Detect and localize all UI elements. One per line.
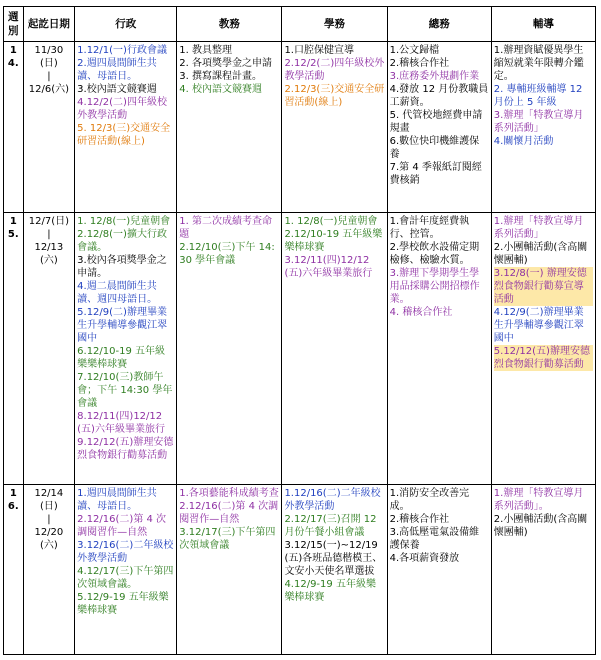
- education-cell: [177, 213, 282, 485]
- general-item: 1.消防安全改善完成。: [389, 488, 470, 512]
- general-item: 5. 代管校地經費申請規畫: [389, 110, 483, 134]
- student-item: 2.12/3(三)交通安全研習活動(線上): [284, 84, 385, 108]
- admin-cell: [75, 485, 177, 655]
- admin-item: 4.週二晨間師生共讀、週四母語日。: [77, 281, 158, 305]
- general-item: 2.學校飲水設備定期檢修、檢驗水質。: [389, 242, 480, 266]
- general-item: 2.稽核合作社: [389, 58, 450, 69]
- general-item: 4. 稽核合作社: [389, 307, 453, 318]
- date-end: 12/6(六): [28, 84, 69, 95]
- general-item: 1.公文歸檔: [389, 45, 440, 56]
- counseling-item: 3.辦理「特教宣導月系列活動」: [493, 110, 584, 134]
- counseling-item: 5.12/12(五)辦理安德烈食物銀行勸募活動: [494, 345, 593, 371]
- admin-item: 3.12/16(二)二年級校外教學活動: [77, 540, 174, 564]
- admin-item: 9.12/12(五)辦理安德烈食物銀行勸募活動: [77, 437, 174, 461]
- counseling-item: 1.辦理「特教宣導月系列活動」: [493, 216, 584, 240]
- admin-item: 5.12/9-19 五年級樂樂棒球賽: [77, 592, 169, 616]
- student-item: 2.12/2(二)四年級校外教學活動: [284, 58, 385, 82]
- education-item: 2. 各項獎學金之申請: [179, 58, 272, 69]
- student-item: 1. 12/8(一)兒童朝會: [284, 216, 378, 227]
- week-row: [4, 485, 596, 655]
- header-row: [4, 7, 596, 42]
- student-item: 3.12/15(一)~12/19(五)各班品德楷模王、文安小天使名單選拔: [284, 540, 383, 577]
- date-separator: |: [47, 71, 51, 82]
- date-range: [23, 42, 75, 213]
- general-item: 1.會計年度經費執行、控管。: [389, 216, 470, 240]
- admin-item: 5.12/9(二)辦理畢業生升學輔導參觀江翠國中: [77, 307, 168, 344]
- counseling-item: 1.辦理「特教宣導月系列活動」。: [493, 488, 584, 512]
- date-range: [23, 213, 75, 485]
- general-cell: [387, 485, 491, 655]
- admin-item: 8.12/11(四)12/12(五)六年級畢業旅行: [77, 411, 165, 435]
- admin-item: 5. 12/3(三)交通安全研習活動(線上): [77, 123, 171, 147]
- week-row: [4, 42, 596, 213]
- general-item: 6.數位快印機維護保養: [389, 136, 480, 160]
- admin-item: 4.12/2(二)四年級校外教學活動: [77, 97, 167, 121]
- admin-cell: [75, 42, 177, 213]
- calendar-table: [3, 6, 596, 655]
- student-item: 3.12/11(四)12/12(五)六年級畢業旅行: [284, 255, 373, 279]
- student-item: 2.12/17(三)召開 12 月份午餐小組會議: [284, 514, 377, 538]
- student-item: 4.12/9-19 五年級樂樂棒球賽: [284, 579, 376, 603]
- education-cell: [177, 485, 282, 655]
- education-cell: [177, 42, 282, 213]
- general-item: 2.稽核合作社: [389, 514, 450, 525]
- admin-item: 3.校內各項獎學金之申請。: [77, 255, 167, 279]
- general-item: 7.第 4 季報紙訂閱經費核銷: [389, 162, 482, 186]
- general-item: 3.辦理下學期學生學用品採購公開招標作業。: [389, 268, 480, 305]
- admin-item: 7.12/10(三)教師午會；下午 14:30 學年會議: [77, 372, 173, 409]
- general-item: 4.發放 12 月份教職員工薪資。: [389, 84, 489, 108]
- education-item: 2.12/16(二)第 4 次調閱習作—自然: [179, 501, 279, 525]
- education-item: 1.各項藝能科成績考查: [179, 488, 279, 499]
- date-end: 12/13(六): [34, 242, 64, 266]
- admin-item: 2.12/8(一)擴大行政會議。: [77, 229, 167, 253]
- student-cell: [282, 485, 387, 655]
- student-item: 1.口腔保健宣導: [284, 45, 354, 56]
- admin-cell: [75, 213, 177, 485]
- counseling-item: 3.12/8(一) 辦理安德烈食物銀行勸募宣導活動: [494, 267, 593, 306]
- student-cell: [282, 213, 387, 485]
- education-item: 3. 撰寫課程計畫。: [179, 71, 262, 82]
- counseling-item: 2.小團輔活動(含高關懷團輔): [493, 514, 588, 538]
- date-separator: |: [47, 229, 51, 240]
- date-start: 12/7(日): [28, 216, 69, 227]
- admin-item: 1.12/1(一)行政會議: [77, 45, 167, 56]
- week-number: 14.: [4, 42, 24, 213]
- admin-item: 4.12/17(三)下午第四次領域會議。: [77, 566, 174, 590]
- counseling-item: 4.12/9(二)辦理畢業生升學輔導參觀江翠國中: [493, 307, 584, 344]
- date-start: 12/14(日): [34, 488, 64, 512]
- admin-item: 2.週四晨間師生共讀、母語日。: [77, 58, 157, 82]
- admin-item: 6.12/10-19 五年級樂樂棒球賽: [77, 346, 166, 370]
- counseling-cell: [491, 42, 595, 213]
- counseling-item: 2.小團輔活動(含高關懷團輔): [493, 242, 588, 266]
- education-item: 2.12/10(三)下午 14:30 學年會議: [179, 242, 275, 266]
- education-item: 4. 校內語文競賽週: [179, 84, 262, 95]
- education-item: 1. 第二次成績考查命題: [179, 216, 272, 240]
- education-item: 3.12/17(三)下午第四次領域會議: [179, 527, 276, 551]
- counseling-item: 4.關懷月活動: [493, 136, 554, 147]
- header-admin: 行政: [75, 7, 177, 42]
- header-dates: 起訖日期: [23, 7, 75, 42]
- header-student: 學務: [282, 7, 387, 42]
- header-education: 教務: [177, 7, 282, 42]
- student-item: 1.12/16(二)二年級校外教學活動: [284, 488, 381, 512]
- student-cell: [282, 42, 387, 213]
- education-item: 1. 教具整理: [179, 45, 232, 56]
- header-general: 總務: [387, 7, 491, 42]
- general-item: 3.庶務委外規劃作業: [389, 71, 480, 82]
- header-counseling: 輔導: [491, 7, 595, 42]
- counseling-cell: [491, 485, 595, 655]
- general-item: 3.高低壓電氣設備維護保養: [389, 527, 480, 551]
- header-week: 週別: [4, 7, 24, 42]
- student-item: 2.12/10-19 五年級樂樂棒球賽: [284, 229, 383, 253]
- general-item: 4.各項薪資發放: [389, 553, 460, 564]
- date-start: 11/30(日): [34, 45, 64, 69]
- general-cell: [387, 213, 491, 485]
- week-number: 16.: [4, 485, 24, 655]
- counseling-item: 2. 專輔班級輔導 12 月份上 5 年級: [493, 84, 583, 108]
- general-cell: [387, 42, 491, 213]
- admin-item: 2.12/16(二)第 4 次調閱習作—自然: [77, 514, 167, 538]
- admin-item: 3.校內語文競賽週: [77, 84, 157, 95]
- admin-item: 1. 12/8(一)兒童朝會: [77, 216, 171, 227]
- admin-item: 1.週四晨間師生共讀、母語日。: [77, 488, 157, 512]
- counseling-item: 1.辦理資賦優異學生縮短就業年限轉介鑑定。: [493, 45, 584, 82]
- week-row: [4, 213, 596, 485]
- date-separator: |: [47, 514, 51, 525]
- date-range: [23, 485, 75, 655]
- counseling-cell: [491, 213, 595, 485]
- date-end: 12/20(六): [34, 527, 64, 551]
- week-number: 15.: [4, 213, 24, 485]
